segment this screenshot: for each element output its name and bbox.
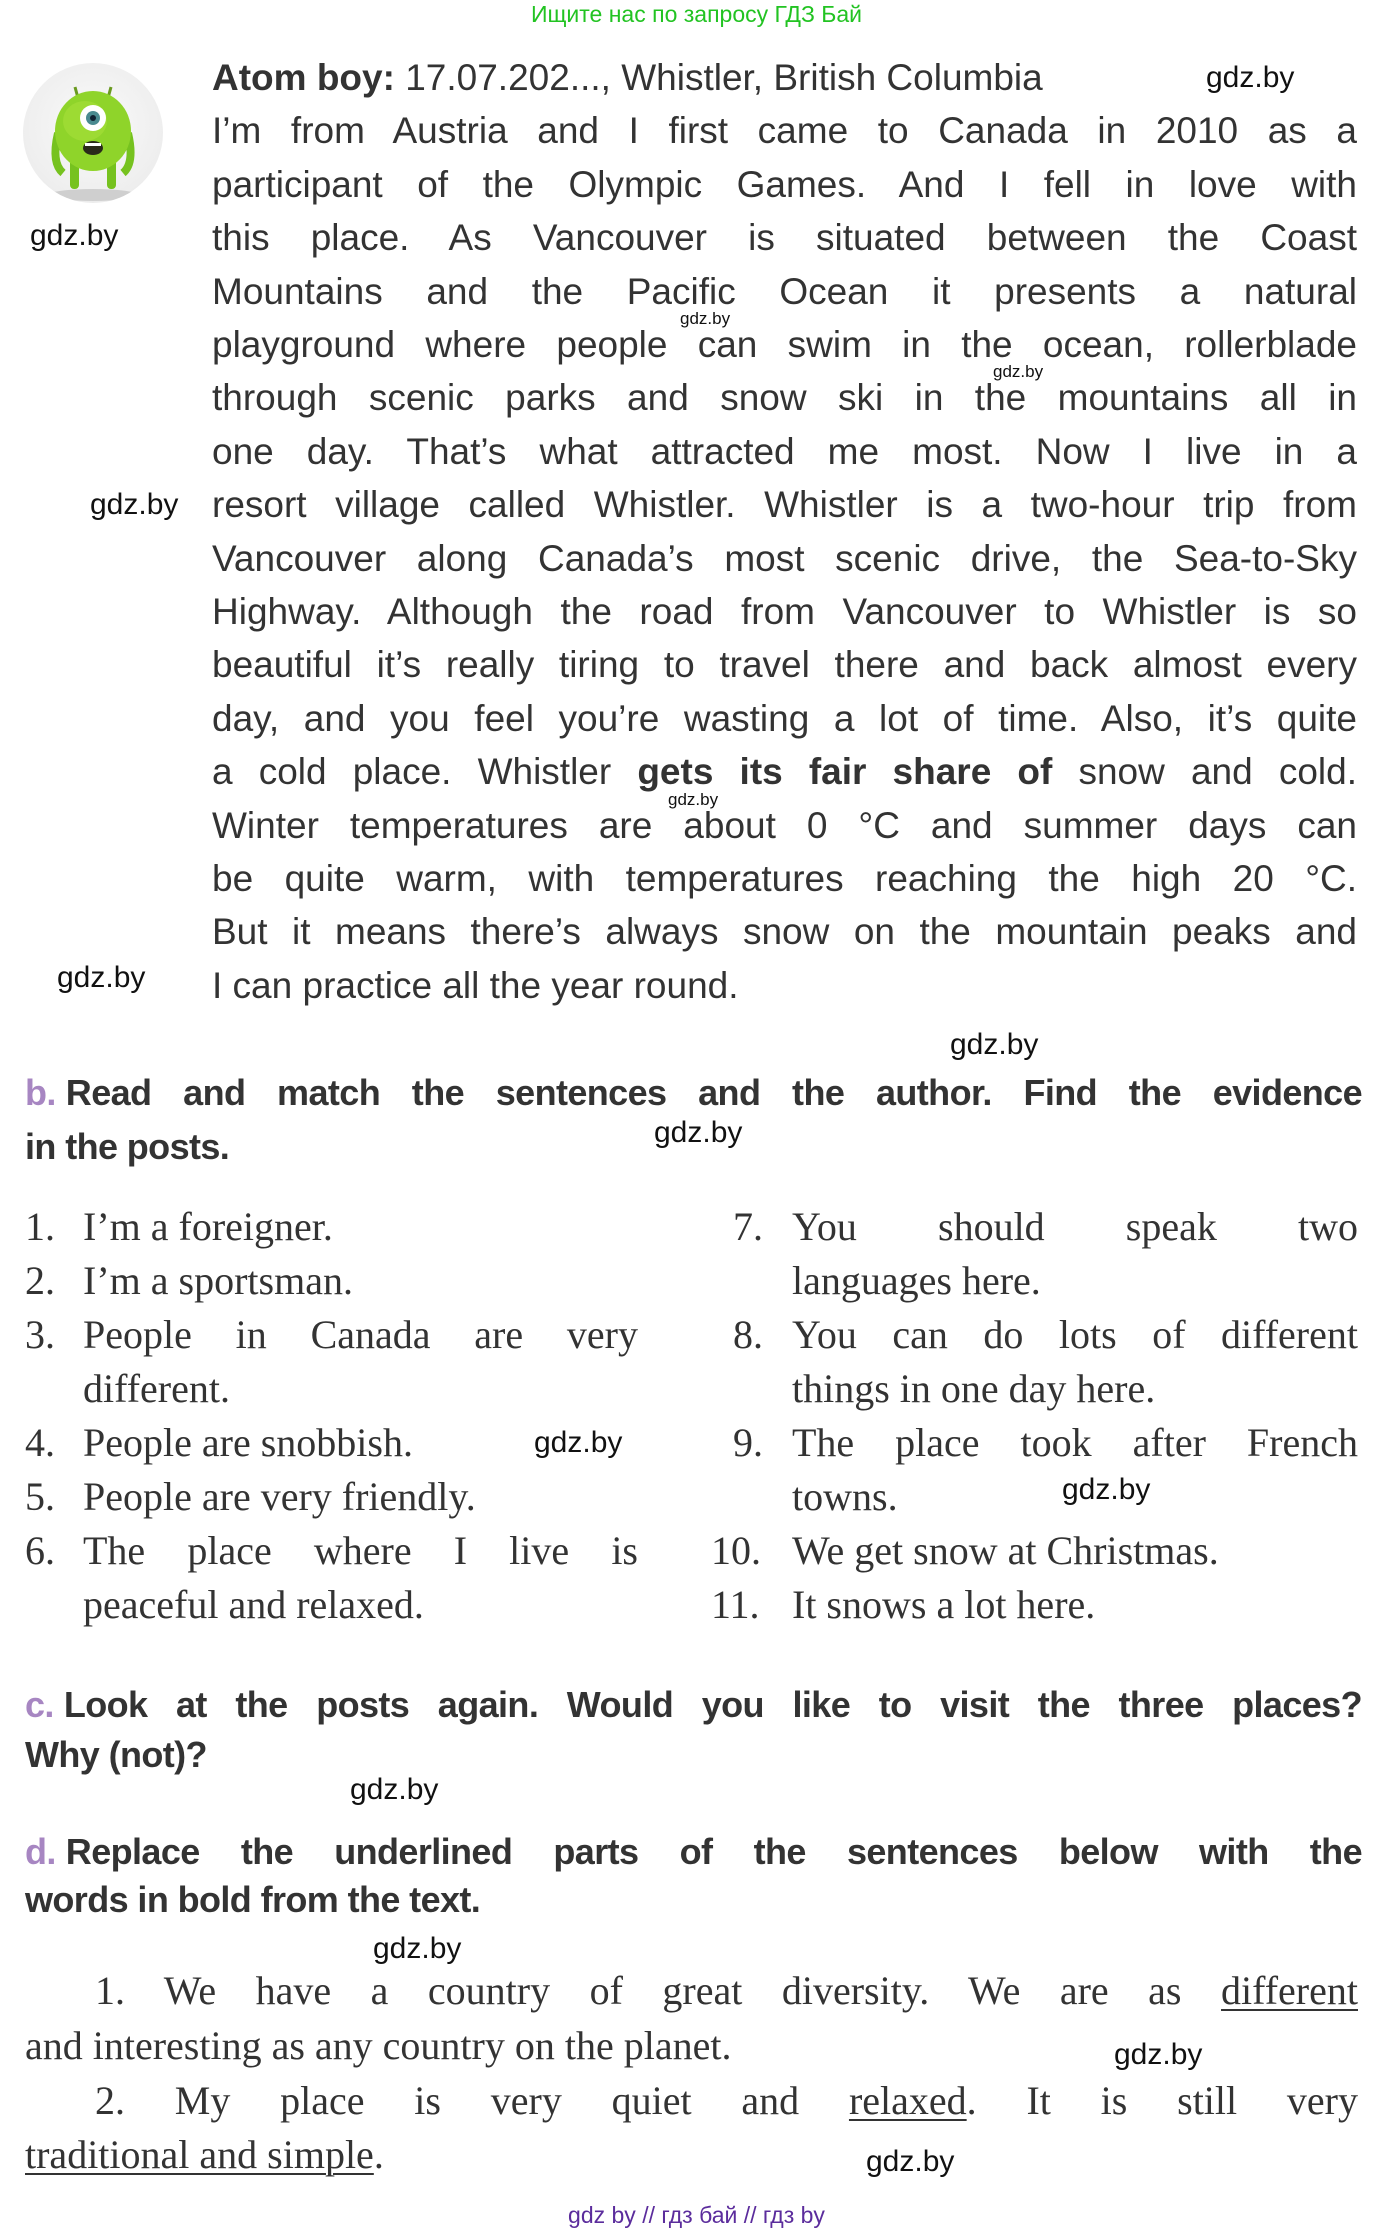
- text-run: snow and cold.: [1052, 751, 1357, 793]
- post-line: [212, 745, 1357, 799]
- sentence-text: We have a country of great diversity. We are as: [163, 1968, 1222, 2013]
- statement-text: People are snobbish.: [83, 1420, 413, 1465]
- statement-text: different.: [83, 1366, 230, 1411]
- watermark: gdz.by: [350, 1773, 439, 1806]
- post-line: [212, 799, 1357, 853]
- post-line: [212, 211, 1357, 265]
- underlined-phrase: traditional and simple: [25, 2132, 374, 2177]
- text-run: I’m from Austria and I first came to Canada in 2010 as a: [212, 110, 1357, 152]
- post-line: [212, 905, 1357, 959]
- statement-number: 11.: [711, 1582, 760, 1627]
- post-line: [212, 638, 1357, 692]
- section-label: c.: [25, 1684, 54, 1725]
- heading-text: Replace the underlined parts of the sentences below with the: [65, 1831, 1362, 1872]
- underlined-phrase: relaxed: [848, 2078, 967, 2123]
- statement-number: 6.: [25, 1528, 55, 1573]
- post-line: [212, 585, 1357, 639]
- statement-text: People are very friendly.: [83, 1474, 476, 1519]
- section-b-heading: [25, 1067, 1362, 1119]
- post-line: [212, 318, 1357, 372]
- post-line: [212, 265, 1357, 319]
- post-line: [212, 852, 1357, 906]
- exercise-sentence-1: [95, 1964, 1358, 2018]
- statement-text: I’m a foreigner.: [83, 1204, 333, 1249]
- statement-number: 3.: [25, 1312, 55, 1357]
- text-run: be quite warm, with temperatures reaching the high 20 °C.: [212, 858, 1357, 899]
- watermark: gdz.by: [866, 2145, 955, 2178]
- watermark: gdz.by: [90, 488, 179, 521]
- text-run: I can practice all the year round.: [212, 964, 739, 1006]
- sentence-number: 1.: [95, 1968, 125, 2013]
- sentence-number: 2.: [95, 2078, 125, 2123]
- text-run: Mountains and the Pacific Ocean it presents a natural: [212, 270, 1357, 312]
- heading-text: Read and match the sentences and the author. Find the evidence: [65, 1072, 1362, 1113]
- text-run: participant of the Olympic Games. And I fell in love with: [212, 163, 1357, 205]
- text-run: But it means there’s always snow on the mountain peaks and: [212, 911, 1357, 953]
- exercise-sentence-1-cont: and interesting as any country on the planet.: [25, 2023, 732, 2068]
- avatar: [23, 63, 163, 203]
- statement-text: I’m a sportsman.: [83, 1258, 353, 1303]
- statement-number: 1.: [25, 1204, 55, 1249]
- statement-text: We get snow at Christmas.: [792, 1528, 1219, 1573]
- section-label: b.: [25, 1072, 56, 1113]
- search-banner[interactable]: Ищите нас по запросу ГДЗ Бай: [530, 1, 863, 27]
- text-run: through scenic parks and snow ski in the mountains all in: [212, 377, 1357, 419]
- post-line: [212, 371, 1357, 425]
- statement-text: The place took after French: [792, 1420, 1358, 1465]
- section-label: d.: [25, 1831, 56, 1872]
- statement-text: peaceful and relaxed.: [83, 1582, 424, 1627]
- text-run: a cold place. Whistler: [212, 751, 638, 793]
- post-line: [212, 158, 1357, 212]
- watermark: gdz.by: [680, 309, 731, 328]
- section-d-heading-cont: words in bold from the text.: [25, 1879, 481, 1920]
- watermark: gdz.by: [534, 1426, 623, 1459]
- watermark: gdz.by: [57, 961, 146, 994]
- post-line: [212, 692, 1357, 746]
- statement-text: It snows a lot here.: [792, 1582, 1096, 1627]
- statement-number: 9.: [733, 1420, 763, 1465]
- text-run: beautiful it’s really tiring to travel there and back almost every: [212, 644, 1357, 686]
- watermark: gdz.by: [1062, 1473, 1151, 1506]
- statement-text: People in Canada are very: [83, 1312, 638, 1357]
- heading-text: Look at the posts again. Would you like to visit the three places?: [63, 1684, 1362, 1725]
- sentence-text: .: [373, 2132, 384, 2177]
- watermark: gdz.by: [1206, 61, 1295, 94]
- green-monster-icon: [23, 63, 163, 203]
- statement-number: 4.: [25, 1420, 55, 1465]
- statement-number: 5.: [25, 1474, 55, 1519]
- statement-number: 10.: [711, 1528, 761, 1573]
- text-run: Winter temperatures are about 0 °C and summer days can: [212, 804, 1357, 846]
- post-line: [212, 959, 1357, 1013]
- exercise-sentence-2-cont: [25, 2128, 1358, 2182]
- text-run: Vancouver along Canada’s most scenic drive, the Sea-to-Sky: [212, 537, 1357, 579]
- watermark: gdz.by: [654, 1116, 743, 1149]
- statement-text: things in one day here.: [792, 1366, 1156, 1411]
- bold-phrase: gets its fair share of: [637, 751, 1053, 793]
- text-run: Highway. Although the road from Vancouver to Whistler is so: [212, 591, 1357, 632]
- post-line: [212, 478, 1357, 532]
- watermark: gdz.by: [1114, 2038, 1203, 2071]
- watermark: gdz.by: [950, 1028, 1039, 1061]
- watermark: gdz.by: [668, 790, 719, 809]
- text-run: day, and you feel you’re wasting a lot of time. Also, it’s quite: [212, 697, 1357, 739]
- text-run: one day. That’s what attracted me most. Now I live in a: [212, 430, 1357, 472]
- section-c-heading-cont: Why (not)?: [25, 1734, 207, 1775]
- watermark: gdz.by: [30, 219, 119, 252]
- section-b-heading-cont: in the posts.: [25, 1126, 230, 1167]
- statement-number: 7.: [733, 1204, 763, 1249]
- statement-text: You can do lots of different: [792, 1312, 1358, 1357]
- section-d-heading: [25, 1826, 1362, 1878]
- statement-number: 2.: [25, 1258, 55, 1303]
- exercise-sentence-2: [95, 2074, 1358, 2128]
- post-line: [212, 104, 1357, 158]
- text-run: resort village called Whistler. Whistler is a two-hour trip from: [212, 484, 1357, 526]
- watermark: gdz.by: [373, 1932, 462, 1965]
- sentence-text: . It is still very: [966, 2078, 1359, 2123]
- statement-number: 8.: [733, 1312, 763, 1357]
- text-run: playground where people can swim in the ocean, rollerblade: [212, 324, 1357, 365]
- statement-text: towns.: [792, 1474, 898, 1519]
- statement-text: You should speak two: [792, 1204, 1358, 1249]
- statement-text: The place where I live is: [83, 1528, 638, 1573]
- post-meta: 17.07.202..., Whistler, British Columbia: [394, 57, 1043, 98]
- post-line: [212, 532, 1357, 586]
- underlined-phrase: different: [1221, 1968, 1358, 2013]
- post-line: [212, 425, 1357, 479]
- sentence-text: My place is very quiet and: [174, 2078, 849, 2123]
- watermark: gdz.by: [993, 362, 1044, 381]
- statement-text: languages here.: [792, 1258, 1041, 1303]
- text-run: this place. As Vancouver is situated between the Coast: [212, 217, 1357, 259]
- footer-links[interactable]: gdz by // гдз бай // гдз by: [568, 2202, 825, 2228]
- post-header: [212, 51, 1357, 105]
- section-c-heading: [25, 1679, 1362, 1731]
- post-author: Atom boy:: [212, 57, 395, 98]
